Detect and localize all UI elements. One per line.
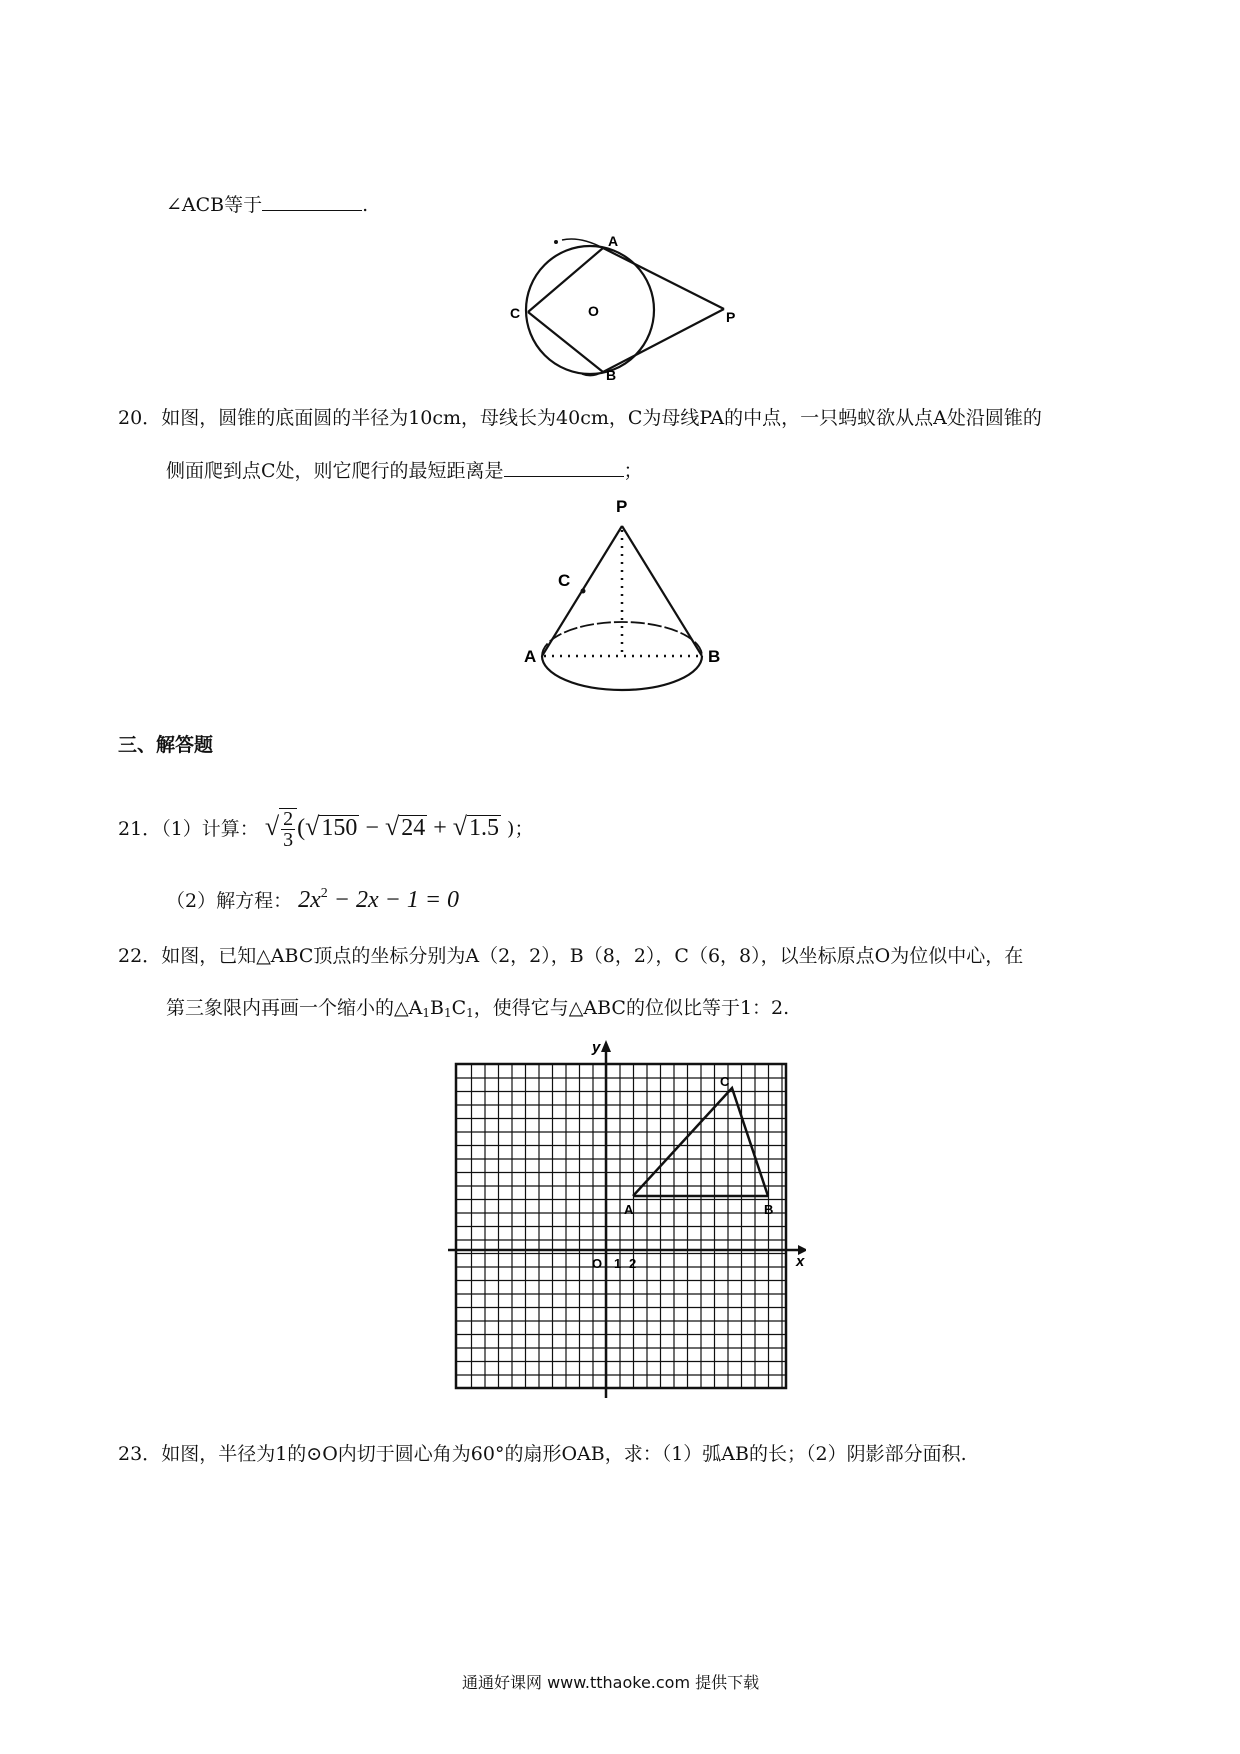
q21-expression bbox=[264, 807, 507, 851]
fig19-label-o: O bbox=[588, 303, 599, 319]
fig22-label-c: C bbox=[720, 1074, 730, 1089]
q22-sub-3: 1 bbox=[466, 1006, 474, 1020]
q22-number: 22． bbox=[118, 945, 162, 967]
radicand-1-5: 1.5 bbox=[469, 815, 500, 841]
open-paren: ( bbox=[297, 815, 306, 841]
fig19-label-a: A bbox=[608, 233, 619, 249]
fig22-tick-1: 1 bbox=[614, 1256, 622, 1271]
fig20-label-p: P bbox=[616, 497, 628, 516]
figure-19-circle-tangents bbox=[500, 232, 740, 382]
section-3-title: 三、解答题 bbox=[118, 734, 214, 756]
sqrt-fraction bbox=[279, 808, 297, 850]
radical-sign: √ bbox=[305, 812, 320, 841]
fraction-numerator: 2 bbox=[283, 807, 294, 830]
q19-text: ∠ACB等于 bbox=[166, 194, 263, 216]
q21-equation bbox=[298, 887, 459, 913]
fraction-denominator: 3 bbox=[283, 828, 294, 851]
fig22-origin: O bbox=[592, 1256, 603, 1271]
fig22-tick-2: 2 bbox=[629, 1256, 637, 1271]
radical-sign: √ bbox=[384, 812, 400, 841]
fig20-label-c: C bbox=[558, 571, 571, 590]
q22-text-2a: 第三象限内再画一个缩小的△A bbox=[166, 997, 423, 1019]
q23-number: 23． bbox=[118, 1443, 162, 1465]
fig22-axis-x: x bbox=[796, 1253, 805, 1270]
figure-22-coordinate-grid bbox=[446, 1034, 806, 1404]
fig19-label-p: P bbox=[726, 309, 736, 325]
eq-exponent: 2 bbox=[320, 886, 328, 901]
q22-line2 bbox=[166, 996, 789, 1025]
fraction-2-3 bbox=[281, 809, 295, 850]
q20-text-1: 如图，圆锥的底面圆的半径为10cm，母线长为40cm，C为母线PA的中点，一只蚂蚁欲从点A处沿圆锥的 bbox=[161, 407, 1042, 429]
q22-text-1: 如图，已知△ABC顶点的坐标分别为A（2，2），B（8，2），C（6，8），以坐标原点O为位似中心，在 bbox=[161, 945, 1024, 967]
fig22-label-b: B bbox=[764, 1202, 774, 1217]
q21-part2-label: （2）解方程： bbox=[166, 890, 293, 912]
q21-part2 bbox=[166, 882, 459, 913]
fig19-label-c: C bbox=[510, 305, 521, 321]
eq-term-2x: 2x bbox=[298, 887, 321, 913]
q22-text-2d: ，使得它与△ABC的位似比等于1：2. bbox=[473, 997, 790, 1019]
q20-number: 20． bbox=[118, 407, 162, 429]
radicand-150: 150 bbox=[321, 815, 358, 841]
fig22-axis-y: y bbox=[592, 1039, 601, 1056]
q22-text-2c: C bbox=[451, 997, 467, 1019]
q19-answer-line bbox=[166, 192, 368, 217]
q20-line2 bbox=[166, 458, 643, 483]
q23-text: 如图，半径为1的⊙O内切于圆心角为60°的扇形OAB，求：（1）弧AB的长；（2）阴影部分面积. bbox=[161, 1443, 967, 1465]
q22-sub-1: 1 bbox=[422, 1006, 430, 1020]
q19-end: . bbox=[362, 194, 369, 216]
q21-part1-label: （1）计算： bbox=[161, 818, 259, 840]
q21-part1 bbox=[118, 802, 533, 862]
q23-line bbox=[118, 1442, 967, 1466]
q20-answer-blank[interactable] bbox=[504, 458, 624, 477]
q22-line1 bbox=[118, 944, 1023, 968]
q22-sub-2: 1 bbox=[443, 1006, 452, 1020]
q21-close: )； bbox=[507, 818, 534, 840]
q21-number: 21． bbox=[118, 818, 162, 840]
q19-answer-blank[interactable] bbox=[262, 192, 362, 211]
radical-sign: √ bbox=[452, 812, 468, 841]
eq-rest: − 2x − 1 = 0 bbox=[333, 887, 460, 913]
radicand-24: 24 bbox=[401, 815, 426, 841]
q20-line1 bbox=[118, 406, 1042, 430]
plus-sign: + bbox=[433, 815, 447, 841]
q20-end: ； bbox=[623, 460, 643, 482]
page-footer: 通通好课网 www.tthaoke.com 提供下载 bbox=[462, 1673, 760, 1692]
fig22-label-a: A bbox=[624, 1202, 634, 1217]
figure-20-cone bbox=[522, 494, 732, 704]
minus-sign: − bbox=[365, 815, 379, 841]
radical-sign: √ bbox=[264, 812, 280, 841]
q22-text-2b: B bbox=[429, 997, 444, 1019]
fig20-label-b: B bbox=[708, 647, 721, 666]
q20-text-2: 侧面爬到点C处，则它爬行的最短距离是 bbox=[166, 460, 504, 482]
fig19-label-b: B bbox=[606, 367, 617, 382]
fig20-label-a: A bbox=[524, 647, 537, 666]
